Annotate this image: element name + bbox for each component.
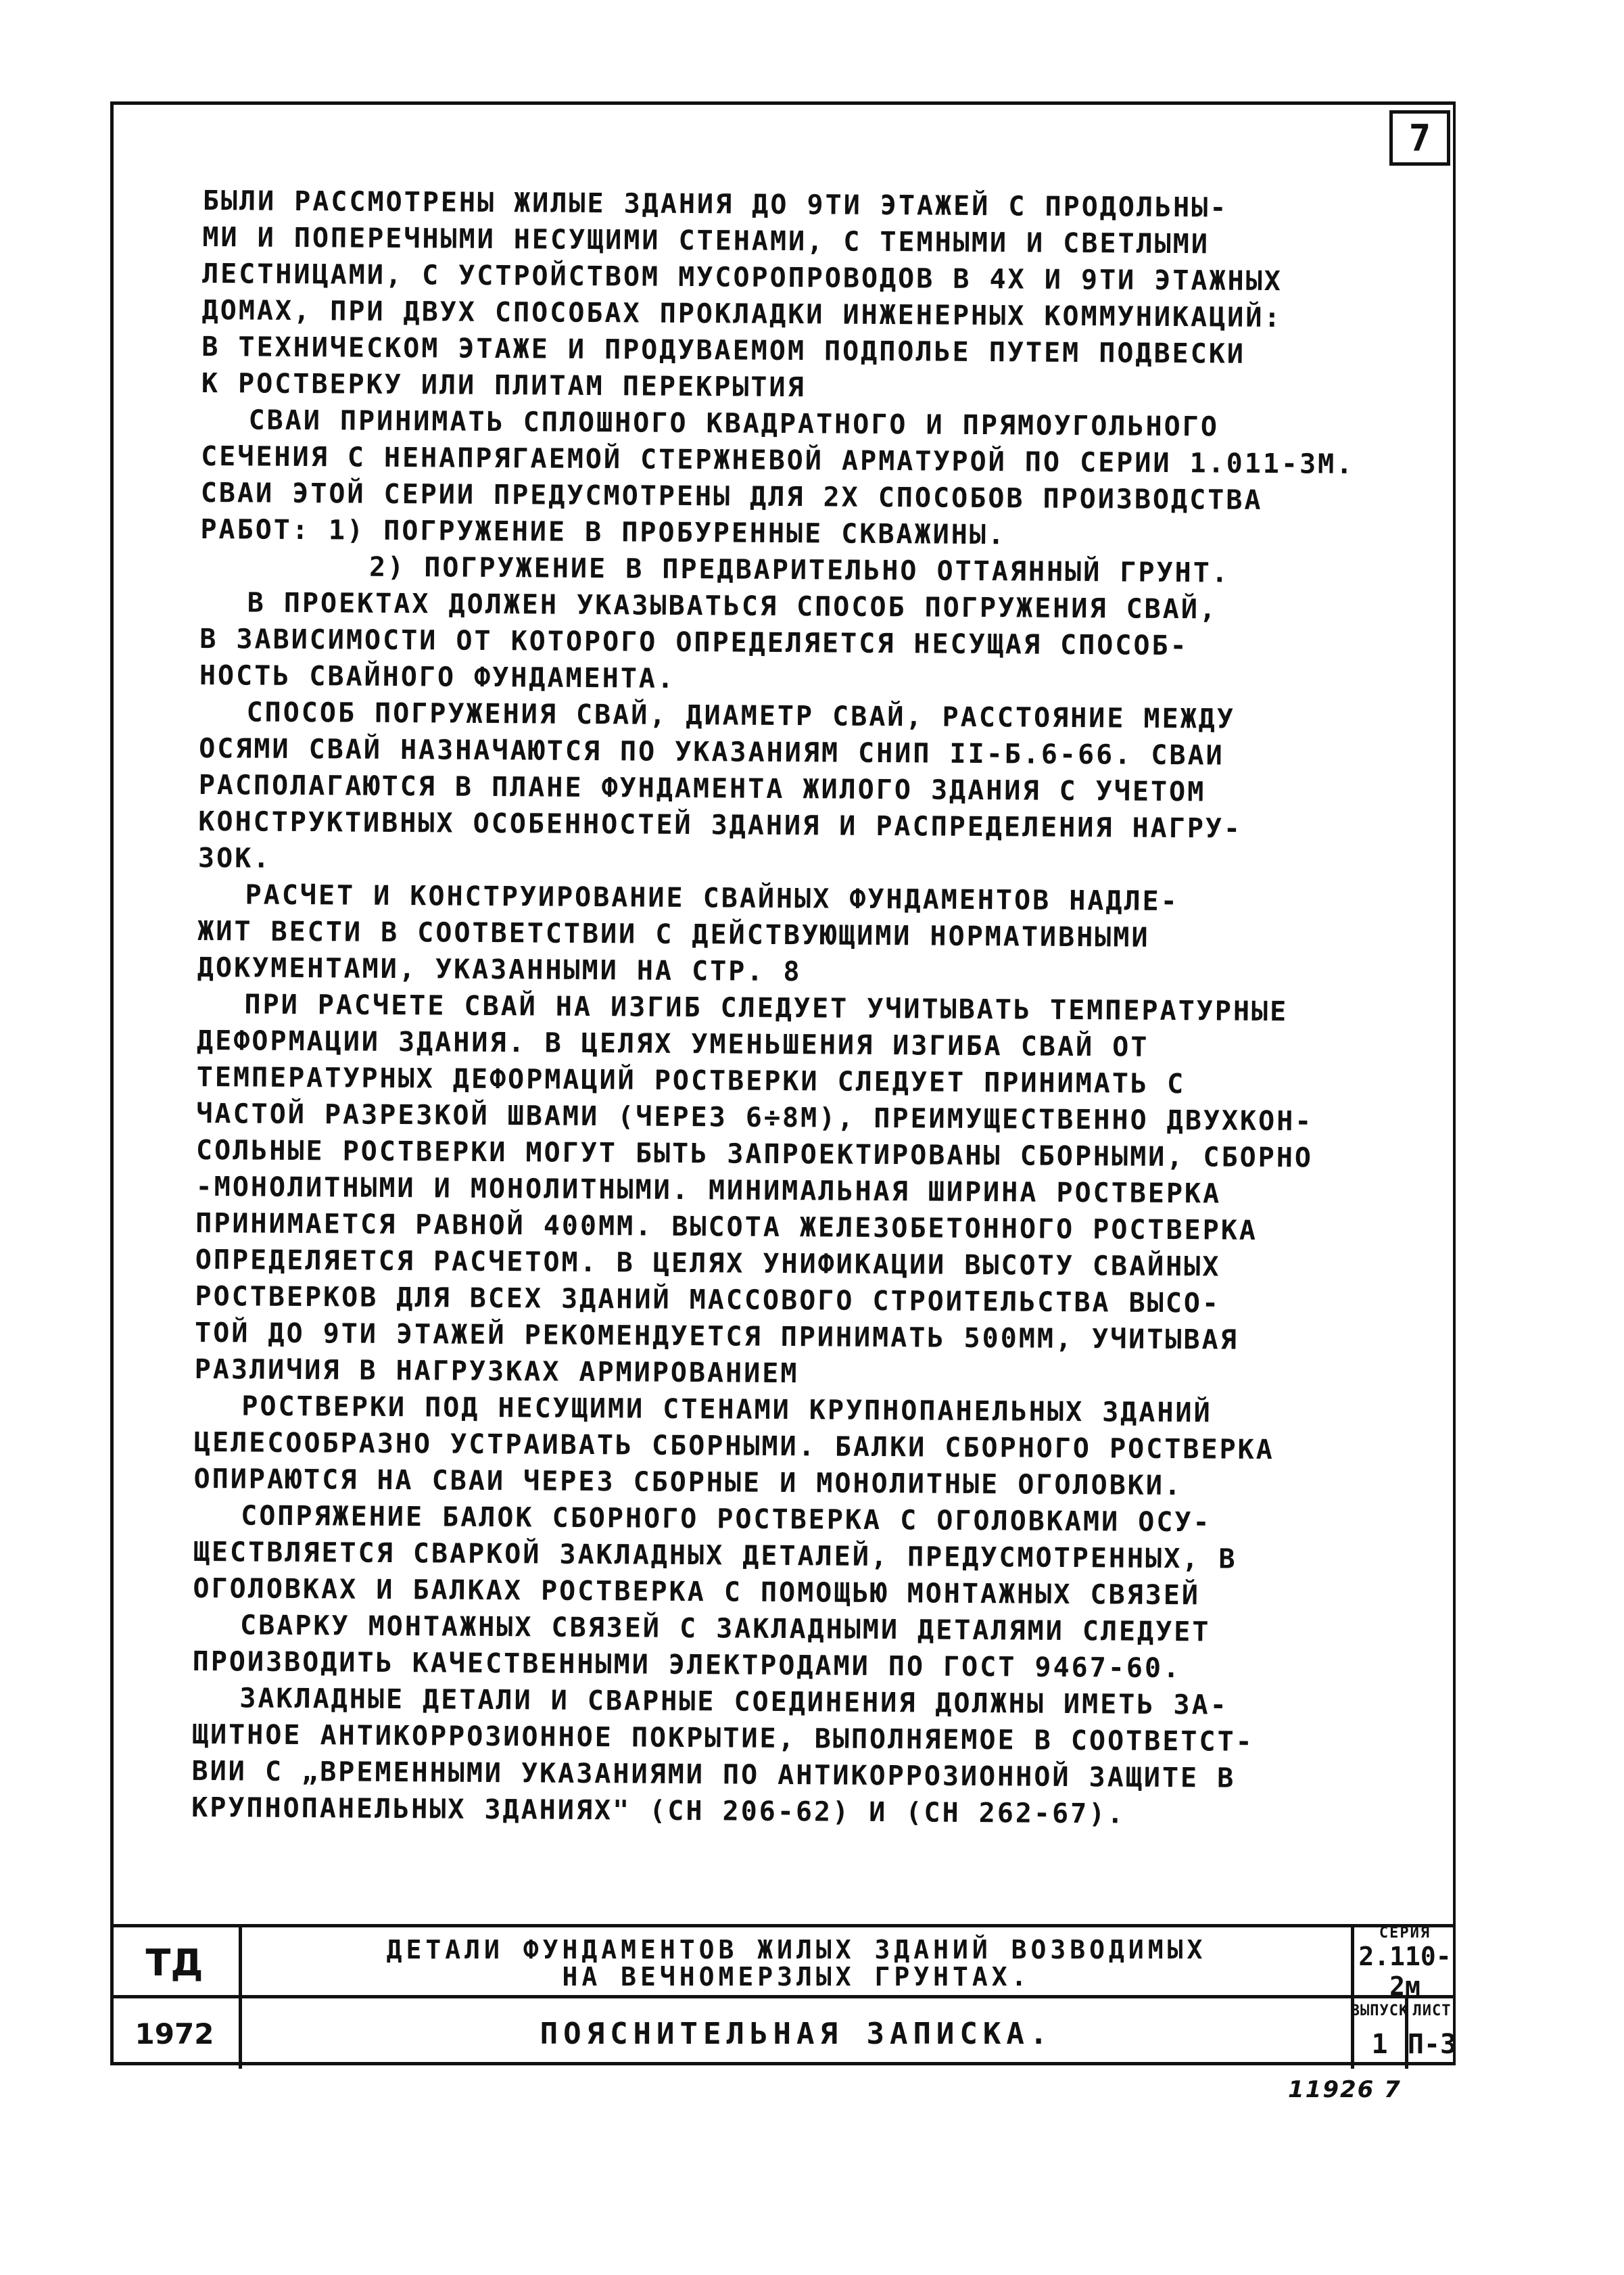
text-line: ДЕФОРМАЦИИ ЗДАНИЯ. В ЦЕЛЯХ УМЕНЬШЕНИЯ ИЗГИБА СВАЙ ОТ [196,1025,1149,1063]
text-line: -МОНОЛИТНЫМИ И МОНОЛИТНЫМИ. МИНИМАЛЬНАЯ ШИРИНА РОСТВЕРКА [195,1171,1222,1210]
text-line: РАБОТ: 1) ПОГРУЖЕНИЕ В ПРОБУРЕННЫЕ СКВАЖИНЫ. [200,513,1007,551]
document-name-text: ПОЯСНИТЕЛЬНАЯ ЗАПИСКА. [540,2016,1053,2051]
text-line: ЩИТНОЕ АНТИКОРРОЗИОННОЕ ПОКРЫТИЕ, ВЫПОЛНЯЕМОЕ В СООТВЕТСТ- [191,1718,1254,1758]
sheet-label: ЛИСТ [1412,2002,1452,2019]
year-text: 1972 [135,2017,214,2050]
sheet-value: П-3 [1407,2029,1457,2060]
text-line: СВАРКУ МОНТАЖНЫХ СВЯЗЕЙ С ЗАКЛАДНЫМИ ДЕТАЛЯМИ СЛЕДУЕТ [239,1610,1211,1648]
text-line: РАСЧЕТ И КОНСТРУИРОВАНИЕ СВАЙНЫХ ФУНДАМЕНТОВ НАДЛЕ- [245,879,1179,918]
page-number: 7 [1408,116,1431,160]
text-line: ЧАСТОЙ РАЗРЕЗКОЙ ШВАМИ (ЧЕРЕЗ 6÷8М), ПРЕИМУЩЕСТВЕННО ДВУХКОН- [196,1098,1314,1138]
text-line: ТЕМПЕРАТУРНЫХ ДЕФОРМАЦИЙ РОСТВЕРКИ СЛЕДУЕТ ПРИНИМАТЬ С [196,1061,1186,1100]
text-line: 2) ПОГРУЖЕНИЕ В ПРЕДВАРИТЕЛЬНО ОТТАЯННЫЙ ГРУНТ. [368,551,1231,589]
issue-column [1350,1998,1409,2069]
text-line: БЫЛИ РАССМОТРЕНЫ ЖИЛЫЕ ЗДАНИЯ ДО 9ТИ ЭТАЖЕЙ С ПРОДОЛЬНЫ- [202,185,1228,224]
text-line: ОСЯМИ СВАЙ НАЗНАЧАЮТСЯ ПО УКАЗАНИЯМ СНИП II-Б.6-66. СВАИ [198,732,1224,772]
issue-sheet-cell [1350,1998,1457,2069]
document-name [242,1998,1351,2069]
text-line: КРУПНОПАНЕЛЬНЫХ ЗДАНИЯХ" (СН 206-62) И (СН 262-67). [191,1791,1126,1830]
series-label: СЕРИЯ [1379,1925,1431,1942]
text-line: РОСТВЕРКОВ ДЛЯ ВСЕХ ЗДАНИЙ МАССОВОГО СТРОИТЕЛЬСТВА ВЫСО- [195,1280,1221,1319]
sheet-column [1408,1998,1456,2069]
text-line: ДОКУМЕНТАМИ, УКАЗАННЫМИ НА СТР. 8 [197,952,802,988]
text-line: СОЛЬНЫЕ РОСТВЕРКИ МОГУТ БЫТЬ ЗАПРОЕКТИРОВАНЫ СБОРНЫМИ, СБОРНО [195,1134,1314,1174]
text-line: РОСТВЕРКИ ПОД НЕСУЩИМИ СТЕНАМИ КРУПНОПАНЕЛЬНЫХ ЗДАНИЙ [241,1390,1212,1429]
text-line: НОСТЬ СВАЙНОГО ФУНДАМЕНТА. [199,659,676,695]
issue-label: ВЫПУСК [1350,2002,1409,2019]
text-line: ОПИРАЮТСЯ НА СВАИ ЧЕРЕЗ СБОРНЫЕ И МОНОЛИТНЫЕ ОГОЛОВКИ. [193,1463,1183,1502]
text-line: ЖИТ ВЕСТИ В СООТВЕТСТВИИ С ДЕЙСТВУЮЩИМИ НОРМАТИВНЫМИ [197,915,1150,954]
text-line: КОНСТРУКТИВНЫХ ОСОБЕННОСТЕЙ ЗДАНИЯ И РАСПРЕДЕЛЕНИЯ НАГРУ- [198,805,1243,845]
text-line: ВИИ С „ВРЕМЕННЫМИ УКАЗАНИЯМИ ПО АНТИКОРРОЗИОННОЙ ЗАЩИТЕ В [191,1755,1236,1794]
text-line: СВАИ ПРИНИМАТЬ СПЛОШНОГО КВАДРАТНОГО И ПРЯМОУГОЛЬНОГО [248,404,1220,443]
text-line: РАЗЛИЧИЯ В НАГРУЗКАХ АРМИРОВАНИЕМ [194,1353,799,1390]
project-title-line1: ДЕТАЛИ ФУНДАМЕНТОВ ЖИЛЫХ ЗДАНИЙ ВОЗВОДИМЫХ [386,1934,1207,1965]
page-number-box [1389,110,1450,166]
text-line: РАСПОЛАГАЮТСЯ В ПЛАНЕ ФУНДАМЕНТА ЖИЛОГО ЗДАНИЯ С УЧЕТОМ [198,769,1206,808]
project-title [242,1927,1351,1998]
text-line: СПОСОБ ПОГРУЖЕНИЯ СВАЙ, ДИАМЕТР СВАЙ, РАССТОЯНИЕ МЕЖДУ [246,697,1236,735]
text-line: ТОЙ ДО 9ТИ ЭТАЖЕЙ РЕКОМЕНДУЕТСЯ ПРИНИМАТЬ 500ММ, УЧИТЫВАЯ [194,1317,1239,1356]
explanatory-note-body [191,183,1393,1834]
org-code [110,1927,239,1998]
series-cell [1354,1925,1456,2001]
title-block [110,1924,1456,2065]
text-line: ДОМАХ, ПРИ ДВУХ СПОСОБАХ ПРОКЛАДКИ ИНЖЕНЕРНЫХ КОММУНИКАЦИЙ: [201,294,1283,334]
series-value: 2.110-2м [1358,1942,1452,2001]
text-line: ЗАКЛАДНЫЕ ДЕТАЛИ И СВАРНЫЕ СОЕДИНЕНИЯ ДОЛЖНЫ ИМЕТЬ ЗА- [239,1683,1228,1721]
text-line: ЗОК. [197,842,272,874]
year-cell [110,1998,239,2069]
text-line: В ЗАВИСИМОСТИ ОТ КОТОРОГО ОПРЕДЕЛЯЕТСЯ НЕСУЩАЯ СПОСОБ- [199,623,1189,662]
text-line: В ПРОЕКТАХ ДОЛЖЕН УКАЗЫВАТЬСЯ СПОСОБ ПОГРУЖЕНИЯ СВАЙ, [247,587,1218,626]
text-line: СЕЧЕНИЯ С НЕНАПРЯГАЕМОЙ СТЕРЖНЕВОЙ АРМАТУРОЙ ПО СЕРИИ 1.011-3М. [201,440,1355,480]
issue-value: 1 [1371,2029,1388,2060]
text-line: СОПРЯЖЕНИЕ БАЛОК СБОРНОГО РОСТВЕРКА С ОГОЛОВКАМИ ОСУ- [241,1500,1212,1539]
project-title-line2: НА ВЕЧНОМЕРЗЛЫХ ГРУНТАХ. [562,1961,1031,1992]
text-line: К РОСТВЕРКУ ИЛИ ПЛИТАМ ПЕРЕКРЫТИЯ [201,367,806,404]
org-code-text: ТД [145,1942,204,1984]
text-line: ЦЕЛЕСООБРАЗНО УСТРАИВАТЬ СБОРНЫМИ. БАЛКИ СБОРНОГО РОСТВЕРКА [193,1426,1274,1466]
text-line: ЩЕСТВЛЯЕТСЯ СВАРКОЙ ЗАКЛАДНЫХ ДЕТАЛЕЙ, ПРЕДУСМОТРЕННЫХ, В [193,1536,1237,1575]
text-line: ПРОИЗВОДИТЬ КАЧЕСТВЕННЫМИ ЭЛЕКТРОДАМИ ПО ГОСТ 9467-60. [192,1645,1182,1685]
archive-mark: 11926 7 [1288,2076,1402,2103]
text-line: В ТЕХНИЧЕСКОМ ЭТАЖЕ И ПРОДУВАЕМОМ ПОДПОЛЬЕ ПУТЕМ ПОДВЕСКИ [201,331,1246,370]
text-line: ПРИ РАСЧЕТЕ СВАЙ НА ИЗГИБ СЛЕДУЕТ УЧИТЫВАТЬ ТЕМПЕРАТУРНЫЕ [244,989,1289,1028]
text-line: ОПРЕДЕЛЯЕТСЯ РАСЧЕТОМ. В ЦЕЛЯХ УНИФИКАЦИИ ВЫСОТУ СВАЙНЫХ [195,1244,1221,1283]
text-line: МИ И ПОПЕРЕЧНЫМИ НЕСУЩИМИ СТЕНАМИ, С ТЕМНЫМИ И СВЕТЛЫМИ [202,221,1210,260]
text-line: ПРИНИМАЕТСЯ РАВНОЙ 400ММ. ВЫСОТА ЖЕЛЕЗОБЕТОННОГО РОСТВЕРКА [195,1207,1258,1246]
text-line: ОГОЛОВКАХ И БАЛКАХ РОСТВЕРКА С ПОМОЩЬЮ МОНТАЖНЫХ СВЯЗЕЙ [193,1572,1201,1612]
text-line: СВАИ ЭТОЙ СЕРИИ ПРЕДУСМОТРЕНЫ ДЛЯ 2Х СПОСОБОВ ПРОИЗВОДСТВА [200,477,1263,516]
text-line: ЛЕСТНИЦАМИ, С УСТРОЙСТВОМ МУСОРОПРОВОДОВ В 4Х И 9ТИ ЭТАЖНЫХ [201,258,1283,298]
